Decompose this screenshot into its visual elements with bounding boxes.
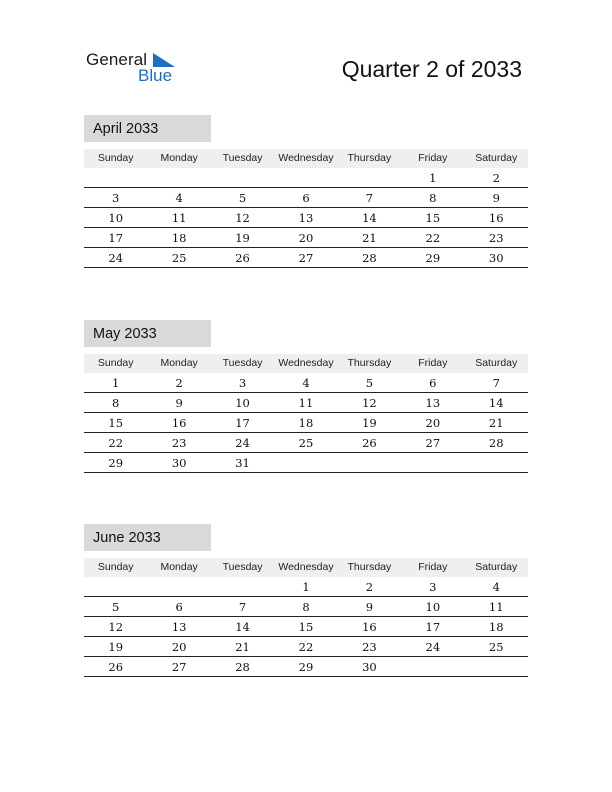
day-cell: 2 [492, 171, 500, 185]
day-cell: 19 [108, 640, 124, 654]
day-cell: 17 [425, 620, 441, 634]
day-cell: 8 [112, 396, 120, 410]
day-cell: 16 [488, 211, 504, 225]
day-cell [84, 577, 147, 596]
day-cell: 25 [171, 251, 187, 265]
week-row [84, 228, 528, 248]
weekday-header-row [84, 354, 528, 373]
day-cell: 4 [175, 191, 183, 205]
weekday-header: Saturday [475, 561, 518, 573]
day-cell: 10 [235, 396, 250, 410]
weekday-header: Wednesday [278, 152, 334, 164]
day-cell: 5 [238, 191, 247, 205]
day-cell: 20 [298, 231, 314, 245]
weekday-header: Friday [418, 152, 448, 164]
logo-triangle-icon [153, 53, 175, 67]
day-cell: 19 [235, 231, 250, 245]
day-cell [274, 453, 337, 472]
weekday-header: Tuesday [222, 152, 263, 164]
weekday-header-row [84, 149, 528, 168]
day-cell: 6 [302, 191, 310, 205]
day-cell: 3 [429, 580, 437, 594]
weekday-header: Saturday [475, 357, 518, 369]
weekday-header: Sunday [97, 561, 134, 573]
day-cell: 16 [362, 620, 377, 634]
day-cell: 26 [108, 660, 124, 674]
day-cell [401, 657, 464, 676]
day-cell: 22 [298, 640, 314, 654]
logo-text-blue: Blue [138, 66, 173, 85]
weekday-header: Wednesday [278, 561, 334, 573]
day-cell: 11 [171, 211, 187, 225]
day-cell: 18 [171, 231, 187, 245]
day-cell [401, 453, 464, 472]
day-cell: 10 [108, 211, 124, 225]
day-cell: 21 [362, 231, 377, 245]
week-row [84, 248, 528, 268]
day-cell: 6 [175, 600, 183, 614]
day-cell: 12 [362, 396, 377, 410]
weekday-header: Monday [160, 561, 198, 573]
day-cell: 13 [171, 620, 187, 634]
day-cell: 9 [175, 396, 183, 410]
day-cell: 15 [425, 211, 441, 225]
day-cell: 28 [235, 660, 250, 674]
month-title: June 2033 [84, 524, 211, 551]
day-cell: 29 [425, 251, 441, 265]
week-row [84, 188, 528, 208]
weekday-header: Thursday [347, 561, 392, 573]
day-cell: 18 [488, 620, 504, 634]
day-cell: 12 [235, 211, 250, 225]
day-cell [211, 577, 274, 596]
day-cell: 7 [492, 376, 500, 390]
week-row [84, 208, 528, 228]
weekday-header: Friday [418, 561, 448, 573]
weekday-header: Tuesday [222, 561, 263, 573]
day-cell: 23 [488, 231, 504, 245]
day-cell: 13 [425, 396, 441, 410]
day-cell: 11 [488, 600, 504, 614]
day-cell: 1 [302, 580, 310, 594]
day-cell: 23 [362, 640, 377, 654]
logo [86, 50, 186, 86]
day-cell: 30 [171, 456, 187, 470]
day-cell [338, 453, 401, 472]
day-cell: 14 [488, 396, 504, 410]
day-cell: 23 [171, 436, 187, 450]
day-cell: 14 [362, 211, 377, 225]
day-cell: 30 [362, 660, 377, 674]
day-cell: 15 [108, 416, 124, 430]
day-cell: 31 [235, 456, 250, 470]
day-cell: 9 [365, 600, 374, 614]
day-cell: 19 [362, 416, 377, 430]
day-cell: 6 [429, 376, 437, 390]
weekday-header: Sunday [97, 152, 134, 164]
day-cell [147, 168, 210, 187]
day-cell: 22 [425, 231, 441, 245]
day-cell [147, 577, 210, 596]
day-cell: 18 [298, 416, 314, 430]
day-cell: 26 [235, 251, 250, 265]
day-cell [84, 168, 147, 187]
weekday-header-row [84, 558, 528, 577]
day-cell: 5 [365, 376, 374, 390]
day-cell: 4 [302, 376, 310, 390]
weekday-header: Monday [160, 152, 198, 164]
weekday-header: Thursday [347, 152, 392, 164]
day-cell: 28 [488, 436, 504, 450]
day-cell: 26 [362, 436, 377, 450]
day-cell: 3 [112, 191, 120, 205]
day-cell: 29 [298, 660, 314, 674]
day-cell: 2 [365, 580, 374, 594]
week-row [84, 413, 528, 433]
day-cell [465, 657, 528, 676]
day-cell [338, 168, 401, 187]
month-title: May 2033 [84, 320, 211, 347]
weekday-header: Monday [160, 357, 198, 369]
weekday-header: Saturday [475, 152, 518, 164]
day-cell: 2 [175, 376, 183, 390]
day-cell: 27 [171, 660, 187, 674]
week-row [84, 637, 528, 657]
day-cell: 28 [362, 251, 377, 265]
day-cell: 7 [238, 600, 247, 614]
month-title: April 2033 [84, 115, 211, 142]
day-cell: 24 [108, 251, 124, 265]
logo-text-general: General [86, 50, 148, 69]
day-cell: 20 [171, 640, 187, 654]
day-cell: 1 [112, 376, 120, 390]
day-cell: 10 [425, 600, 441, 614]
day-cell: 25 [488, 640, 504, 654]
week-row [84, 433, 528, 453]
day-cell [274, 168, 337, 187]
day-cell [465, 453, 528, 472]
day-cell: 12 [108, 620, 124, 634]
weekday-header: Tuesday [222, 357, 263, 369]
day-cell: 16 [171, 416, 187, 430]
day-cell: 8 [302, 600, 310, 614]
month-april [84, 115, 528, 268]
month-june [84, 524, 528, 677]
day-cell: 30 [488, 251, 504, 265]
day-cell: 8 [429, 191, 437, 205]
month-may [84, 320, 528, 473]
day-cell [211, 168, 274, 187]
day-cell: 25 [298, 436, 314, 450]
weekday-header: Friday [418, 357, 448, 369]
week-row [84, 393, 528, 413]
week-row [84, 373, 528, 393]
week-row [84, 657, 528, 677]
day-cell: 15 [298, 620, 314, 634]
week-row [84, 168, 528, 188]
day-cell: 20 [425, 416, 441, 430]
day-cell: 21 [488, 416, 504, 430]
day-cell: 1 [429, 171, 437, 185]
day-cell: 17 [235, 416, 250, 430]
day-cell: 21 [235, 640, 250, 654]
day-cell: 4 [492, 580, 500, 594]
day-cell: 7 [365, 191, 374, 205]
day-cell: 9 [492, 191, 500, 205]
day-cell: 5 [112, 600, 120, 614]
day-cell: 17 [108, 231, 124, 245]
day-cell: 22 [108, 436, 124, 450]
day-cell: 24 [235, 436, 250, 450]
day-cell: 14 [235, 620, 250, 634]
page-title: Quarter 2 of 2033 [341, 56, 522, 82]
day-cell: 3 [238, 376, 247, 390]
day-cell: 29 [108, 456, 124, 470]
day-cell: 27 [298, 251, 314, 265]
week-row [84, 617, 528, 637]
day-cell: 27 [425, 436, 441, 450]
weekday-header: Sunday [97, 357, 134, 369]
week-row [84, 597, 528, 617]
day-cell: 13 [298, 211, 314, 225]
weekday-header: Wednesday [278, 357, 334, 369]
week-row [84, 453, 528, 473]
week-row [84, 577, 528, 597]
day-cell: 11 [298, 396, 314, 410]
weekday-header: Thursday [347, 357, 392, 369]
day-cell: 24 [425, 640, 441, 654]
